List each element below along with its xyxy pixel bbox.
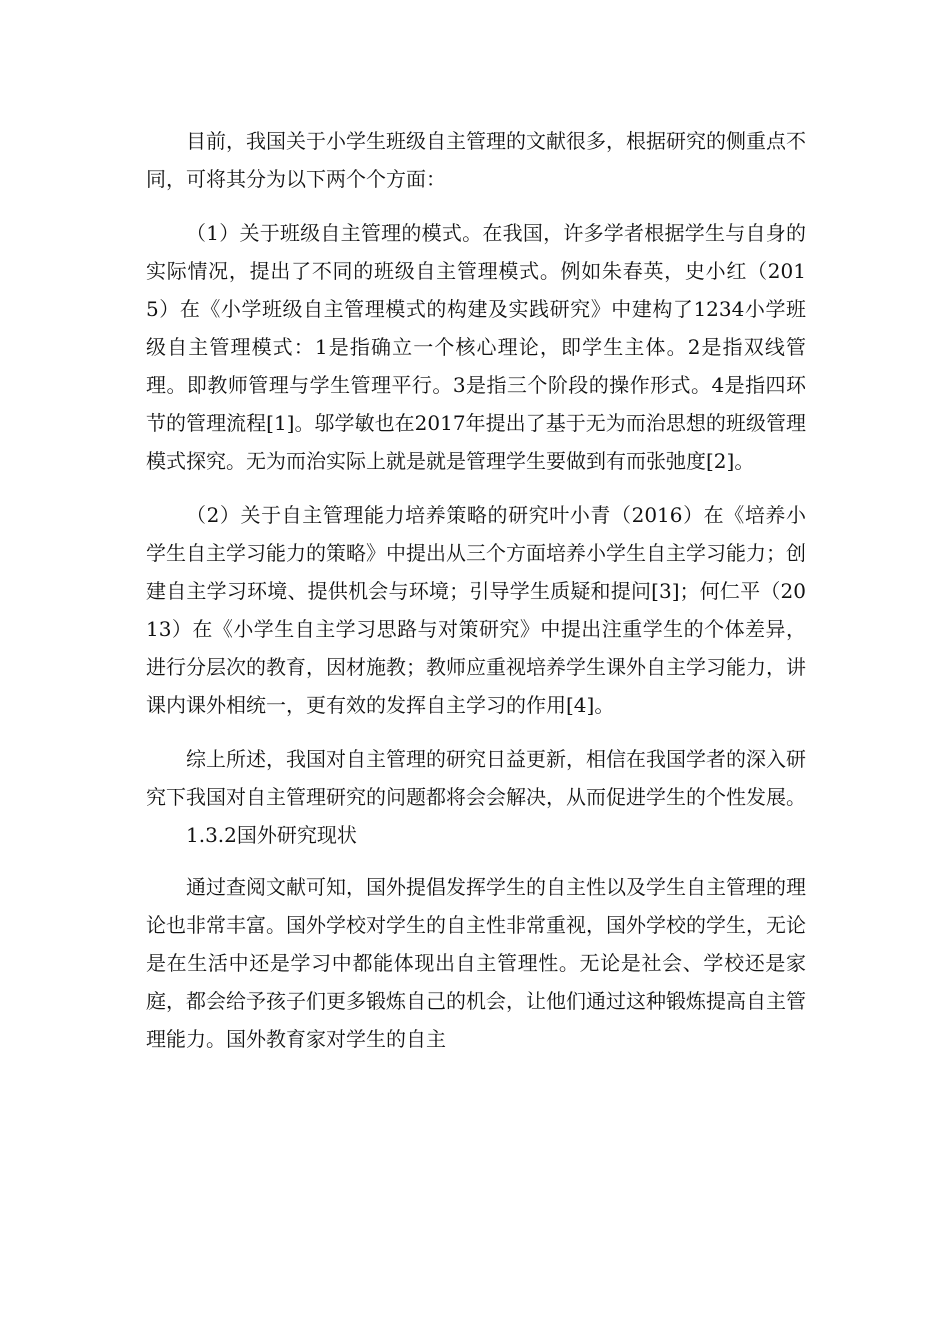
paragraph-intro: 目前，我国关于小学生班级自主管理的文献很多，根据研究的侧重点不同，可将其分为以下两个个方面： [146,129,806,191]
document-body [146,122,806,1058]
paragraph-summary: 综上所述，我国对自主管理的研究日益更新，相信在我国学者的深入研究下我国对自主管理研究的问题都将会会解决，从而促进学生的个性发展。 [146,747,806,809]
paragraph-foreign-research: 通过查阅文献可知，国外提倡发挥学生的自主性以及学生自主管理的理论也非常丰富。国外学校对学生的自主性非常重视，国外学校的学生，无论是在生活中还是学习中都能体现出自主管理性。无论是社会、学校还是家庭，都会给予孩子们更多锻炼自己的机会，让他们通过这种锻炼提高自主管理能力。国外教育家对学生的自主 [146,875,806,1051]
paragraph-class-management-mode: （1）关于班级自主管理的模式。在我国，许多学者根据学生与自身的实际情况，提出了不同的班级自主管理模式。例如朱春英，史小红（2015）在《小学班级自主管理模式的构建及实践研究》中建构了1234小学班级自主管理模式：1是指确立一个核心理论，即学生主体。2是指双线管理。即教师管理与学生管理平行。3是指三个阶段的操作形式。4是指四环节的管理流程[1]。邬学敏也在2017年提出了基于无为而治思想的班级管理模式探究。无为而治实际上就是就是管理学生要做到有而张弛度[2]。 [146,221,806,473]
section-heading: 1.3.2国外研究现状 [186,823,357,847]
paragraph-ability-strategy: （2）关于自主管理能力培养策略的研究叶小青（2016）在《培养小学生自主学习能力的策略》中提出从三个方面培养小学生自主学习能力；创建自主学习环境、提供机会与环境；引导学生质疑和提问[3]；何仁平（2013）在《小学生自主学习思路与对策研究》中提出注重学生的个体差异，进行分层次的教育，因材施教；教师应重视培养学生课外自主学习能力，讲课内课外相统一，更有效的发挥自主学习的作用[4]。 [146,503,806,717]
